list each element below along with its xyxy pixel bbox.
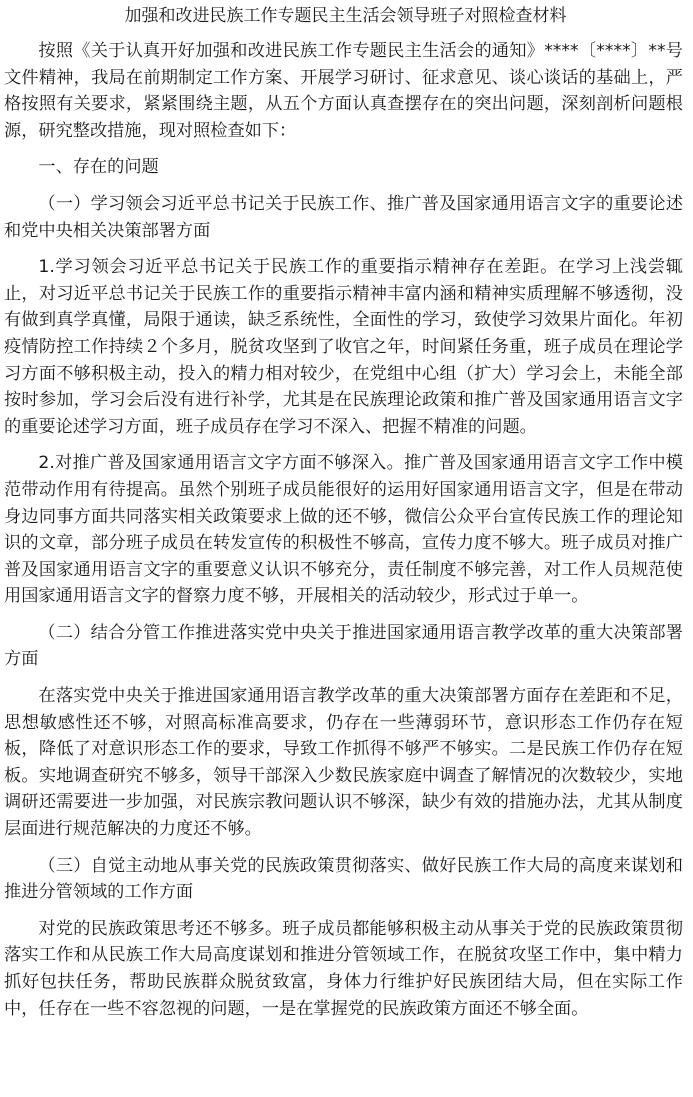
- section-heading-problems: 一、存在的问题: [38, 157, 159, 178]
- subsection-heading-3: （三）自觉主动地从事关党的民族政策贯彻落实、做好民族工作大局的高度来谋划和推进分管领域的工作方面: [4, 855, 683, 903]
- subsection-3-paragraph-1: 对党的民族政策思考还不够多。班子成员都能够积极主动从事关于党的民族政策贯彻落实工作和从民族工作大局高度谋划和推进分管领域工作，在脱贫攻坚工作中，集中精力抓好包扶任务，帮助民族群众脱贫致富，身体力行维护好民族团结大局，但在实际工作中，任存在一些不容忽视的问题，一是在掌握党的民族政策方面还不够全面。: [4, 918, 683, 1019]
- intro-paragraph: 按照《关于认真开好加强和改进民族工作专题民主生活会的通知》****〔****〕**号文件精神，我局在前期制定工作方案、开展学习研讨、征求意见、谈心谈话的基础上，严格按照有关要求，紧紧围绕主题，从五个方面认真查摆存在的突出问题，深刻剖析问题根源，研究整改措施，现对照检查如下：: [4, 41, 683, 141]
- subsection-1-paragraph-1: 1.学习领会习近平总书记关于民族工作的重要指示精神存在差距。在学习上浅尝辄止，对习近平总书记关于民族工作的重要指示精神丰富内涵和精神实质理解不够透彻，没有做到真学真懂，局限于通读，缺乏系统性，全面性的学习，致使学习效果片面化。年初疫情防控工作持续２个多月，脱贫攻坚到了收官之年，时间紧任务重，班子成员在理论学习方面不够积极主动，投入的精力相对较少，在党组中心组（扩大）学习会上，未能全部按时参加，学习会后没有进行补学，尤其是在民族理论政策和推广普及国家通用语言文字的重要论述学习方面，班子成员存在学习不深入、把握不精准的问题。: [4, 257, 683, 437]
- subsection-1-paragraph-2: 2.对推广普及国家通用语言文字方面不够深入。推广普及国家通用语言文字工作中模范带动作用有待提高。虽然个别班子成员能很好的运用好国家通用语言文字，但是在带动身边同事方面共同落实相关政策要求上做的还不够，微信公众平台宣传民族工作的理论知识的文章，部分班子成员在转发宣传的积极性不够高，宣传力度不够大。班子成员对推广普及国家通用语言文字的重要意义认识不够充分，责任制度不够完善，对工作人员规范使用国家通用语言文字的督察力度不够，开展相关的活动较少，形式过于单一。: [4, 453, 683, 607]
- document-title: 加强和改进民族工作专题民主生活会领导班子对照检查材料: [124, 6, 567, 26]
- subsection-heading-1: （一）学习领会习近平总书记关于民族工作、推广普及国家通用语言文字的重要论述和党中央相关决策部署方面: [4, 193, 683, 241]
- subsection-heading-2: （二）结合分管工作推进落实党中央关于推进国家通用语言教学改革的重大决策部署方面: [4, 622, 683, 670]
- subsection-2-paragraph-1: 在落实党中央关于推进国家通用语言教学改革的重大决策部署方面存在差距和不足，思想敏感性还不够，对照高标准高要求，仍存在一些薄弱环节，意识形态工作仍存在短板，降低了对意识形态工作的要求，导致工作抓得不够严不够实。二是民族工作仍存在短板。实地调查研究不够多，领导干部深入少数民族家庭中调查了解情况的次数较少，实地调研还需要进一步加强，对民族宗教问题认识不够深，缺少有效的措施办法，尤其从制度层面进行规范解决的力度还不够。: [4, 686, 683, 840]
